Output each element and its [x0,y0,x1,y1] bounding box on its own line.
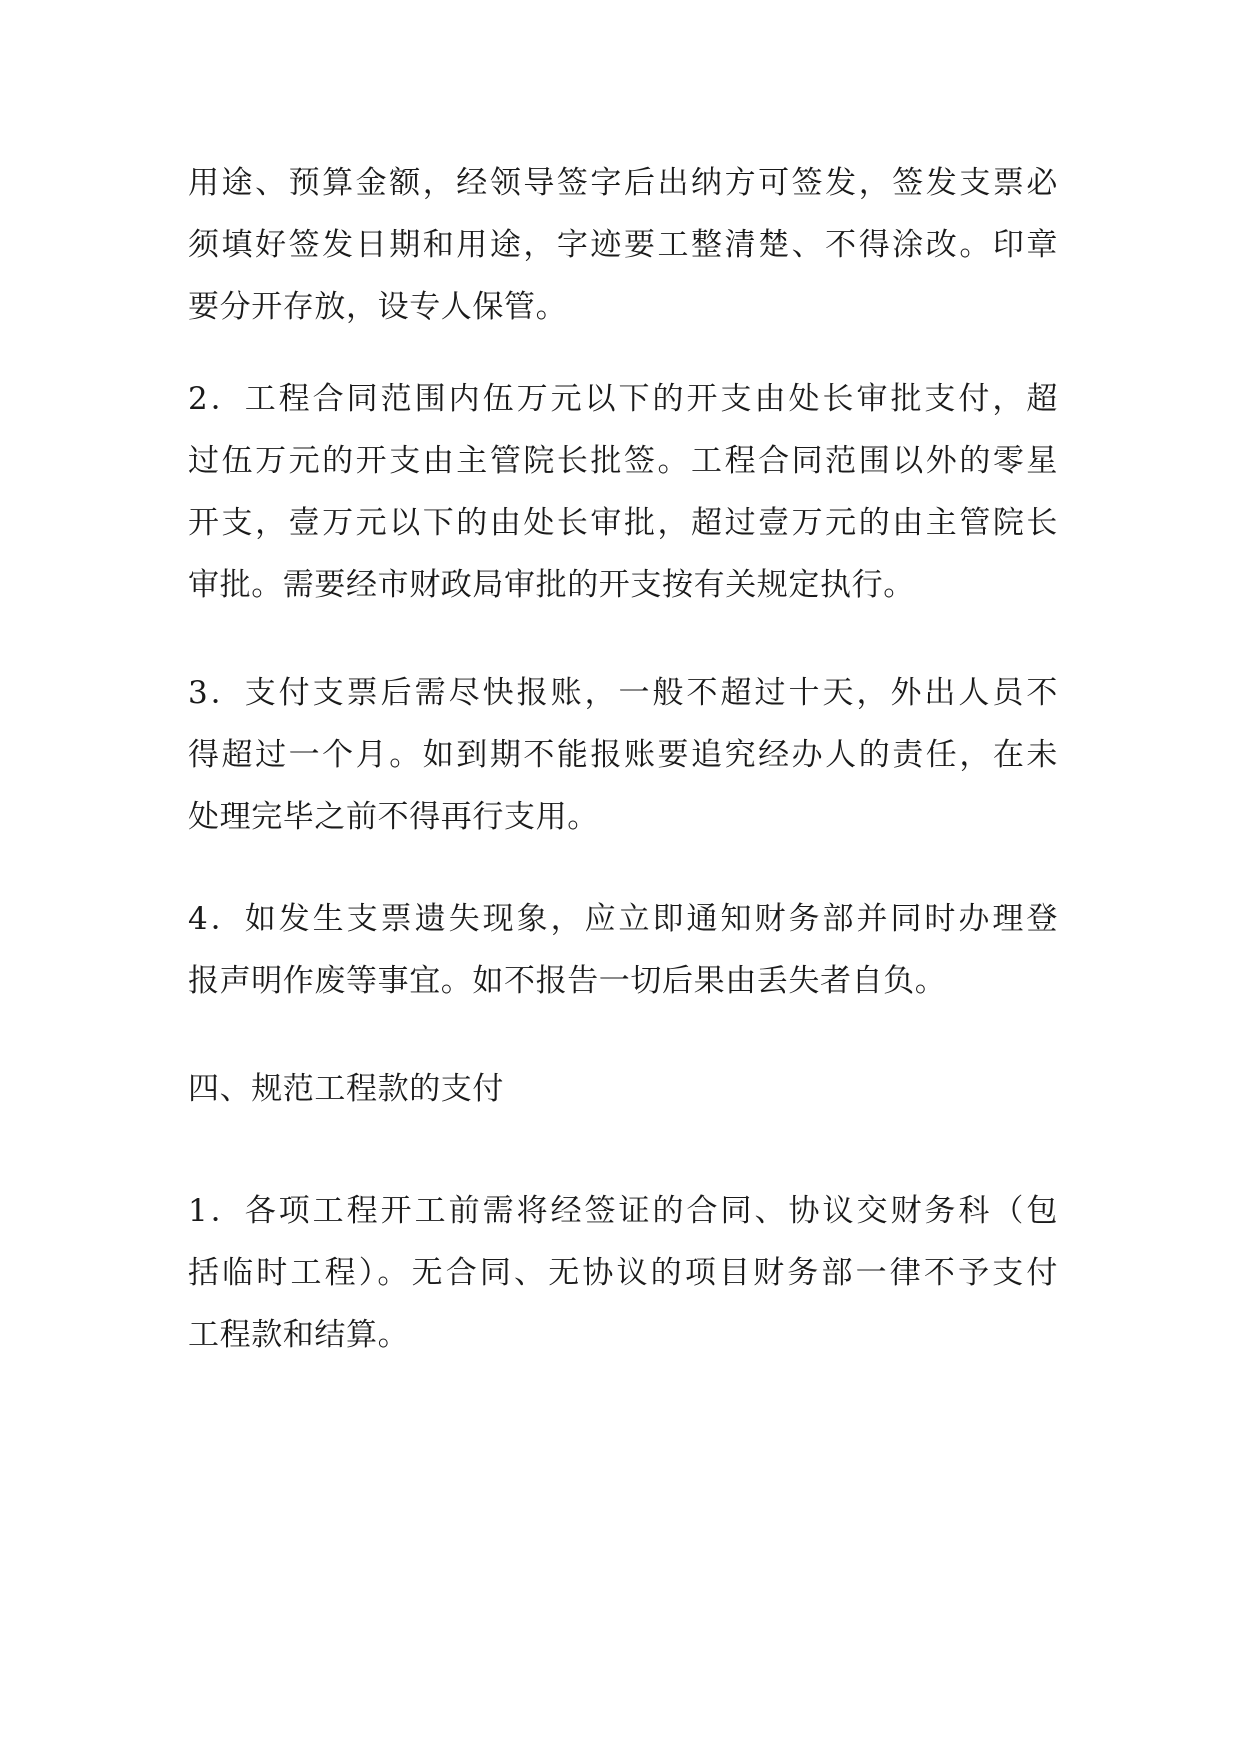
text-line: 工程款和结算。 [188,1317,410,1353]
text-line: 处理完毕之前不得再行支用。 [188,799,599,835]
paragraph-cheque-issuing [188,152,1058,338]
text-line: 须填好签发日期和用途，字迹要工整清楚、不得涂改。印章 [188,227,1058,263]
paragraph-item-4-lost-cheque [188,888,1058,1012]
text-line: 报声明作废等事宜。如不报告一切后果由丢失者自负。 [188,963,947,999]
paragraph-item-2-approval [188,368,1058,616]
text-line: 括临时工程）。无合同、无协议的项目财务部一律不予支付 [188,1255,1058,1291]
text-line: 1．各项工程开工前需将经签证的合同、协议交财务科（包 [188,1193,1058,1229]
section-heading [188,1058,1058,1120]
text-line: 3．支付支票后需尽快报账，一般不超过十天，外出人员不 [188,675,1058,711]
paragraph-item-3-reimbursement [188,662,1058,848]
text-line: 要分开存放，设专人保管。 [188,289,568,325]
paragraph-item-1-contracts [188,1180,1058,1366]
text-line: 得超过一个月。如到期不能报账要追究经办人的责任，在未 [188,737,1058,773]
text-line: 用途、预算金额，经领导签字后出纳方可签发，签发支票必 [188,165,1058,201]
text-line: 4．如发生支票遗失现象，应立即通知财务部并同时办理登 [188,901,1058,937]
text-line: 过伍万元的开支由主管院长批签。工程合同范围以外的零星 [188,443,1058,479]
text-line: 开支，壹万元以下的由处长审批，超过壹万元的由主管院长 [188,505,1058,541]
text-line: 2．工程合同范围内伍万元以下的开支由处长审批支付，超 [188,381,1058,417]
text-line: 审批。需要经市财政局审批的开支按有关规定执行。 [188,567,915,603]
section-title: 四、规范工程款的支付 [188,1071,504,1107]
